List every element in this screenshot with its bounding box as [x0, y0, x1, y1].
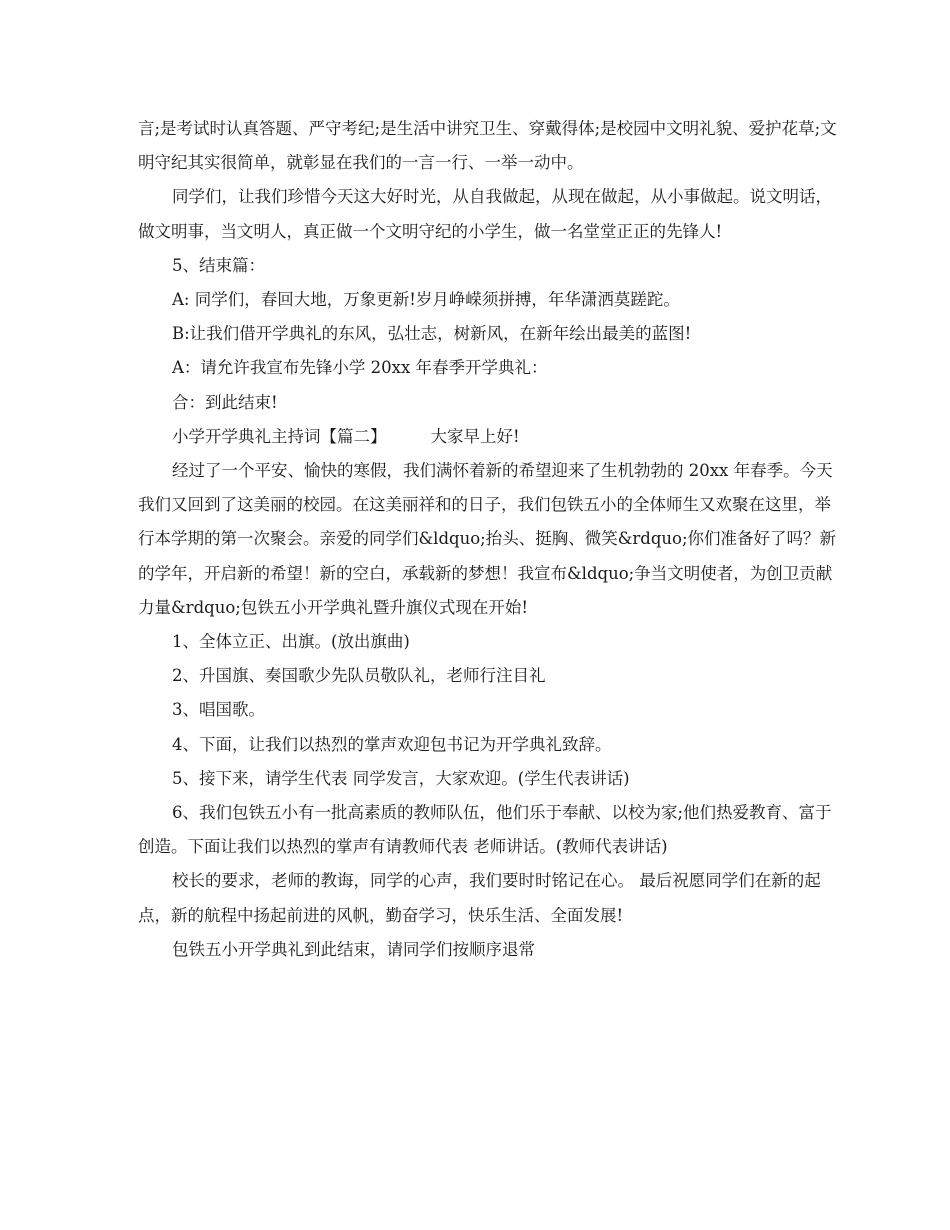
- dialogue-line: B:让我们借开学典礼的东风，弘壮志，树新风，在新年绘出最美的蓝图!: [172, 324, 692, 344]
- document-body: [138, 112, 838, 967]
- dialogue-line: 合：到此结束!: [172, 392, 278, 412]
- dialogue-line: A：请允许我宣布先锋小学 20xx 年春季开学典礼：: [172, 358, 548, 378]
- dialogue-line: A: 同学们，春回大地，万象更新!岁月峥嵘须拼搏，年华潇洒莫蹉跎。: [172, 290, 680, 310]
- program-item: 6、我们包铁五小有一批高素质的教师队伍，他们乐于奉献、以校为家;他们热爱教育、富于创造。下面让我们以热烈的掌声有请教师代表 老师讲话。(教师代表讲话): [138, 803, 832, 857]
- program-item: 3、唱国歌。: [172, 700, 265, 720]
- paragraph: 经过了一个平安、愉快的寒假，我们满怀着新的希望迎来了生机勃勃的 20xx 年春季。今天我们又回到了这美丽的校园。在这美丽祥和的日子，我们包铁五小的全体师生又欢聚在这里，举行本学期的第一次聚会。亲爱的同学们&ldquo;抬头、挺胸、微笑&rdquo;你们准备好了吗？新的学年，开启新的希望！新的空白，承载新的梦想！我宣布&ldquo;争当文明使者，为创卫贡献力量&rdquo;包铁五小开学典礼暨升旗仪式现在开始!: [138, 461, 837, 617]
- program-item: 2、升国旗、奏国歌少先队员敬队礼，老师行注目礼: [172, 666, 546, 686]
- program-item: 5、接下来，请学生代表 同学发言，大家欢迎。(学生代表讲话): [172, 768, 630, 788]
- paragraph: 包铁五小开学典礼到此结束，请同学们按顺序退常: [172, 939, 535, 959]
- section-item: 5、结束篇：: [172, 255, 265, 275]
- program-item: 1、全体立正、出旗。(放出旗曲): [172, 632, 410, 652]
- section-heading-greeting: 大家早上好!: [430, 426, 520, 446]
- paragraph: 言;是考试时认真答题、严守考纪;是生活中讲究卫生、穿戴得体;是校园中文明礼貌、爱护花草;文明守纪其实很简单，就彰显在我们的一言一行、一举一动中。: [138, 119, 837, 173]
- section-heading-title: 小学开学典礼主持词【篇二】: [172, 426, 387, 446]
- section-heading: [138, 420, 838, 454]
- paragraph: 同学们，让我们珍惜今天这大好时光，从自我做起，从现在做起，从小事做起。说文明话，做文明事，当文明人，真正做一个文明守纪的小学生，做一名堂堂正正的先锋人!: [138, 187, 832, 241]
- program-item: 4、下面，让我们以热烈的掌声欢迎包书记为开学典礼致辞。: [172, 734, 612, 754]
- paragraph: 校长的要求，老师的教诲，同学的心声，我们要时时铭记在心。 最后祝愿同学们在新的起点，新的航程中扬起前进的风帆，勤奋学习，快乐生活、全面发展!: [138, 871, 821, 925]
